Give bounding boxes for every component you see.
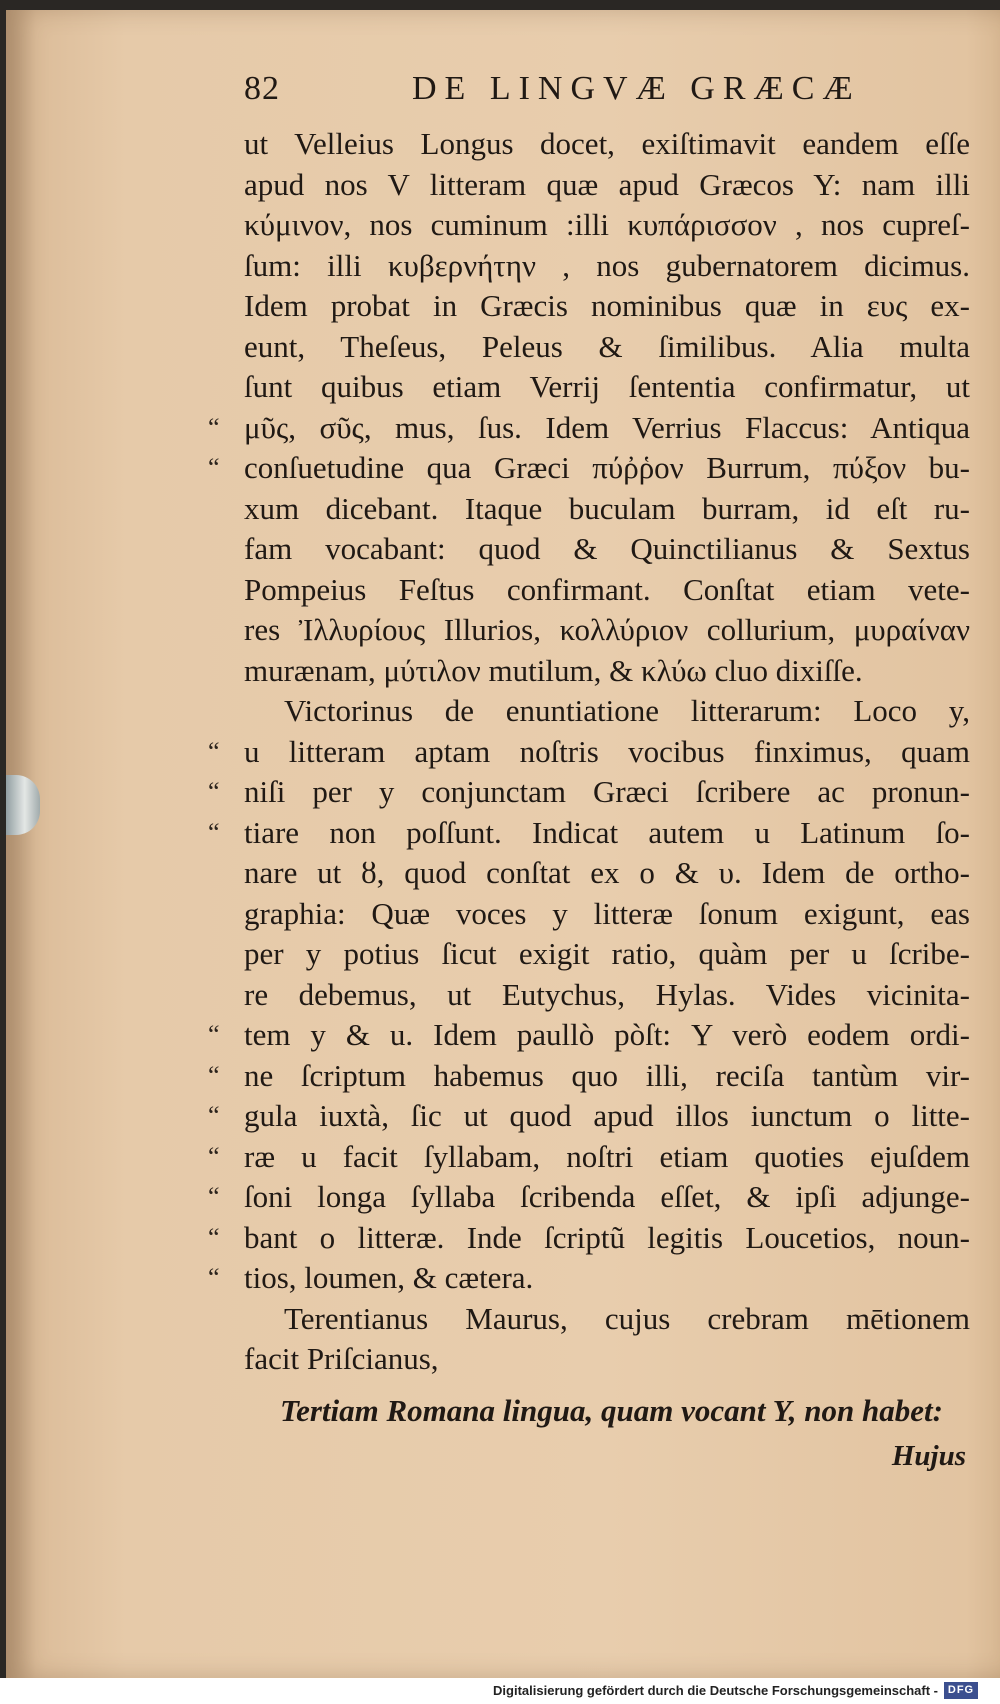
text-line: [208, 448, 984, 489]
text-line: [208, 1015, 984, 1056]
text-line: [208, 1258, 984, 1299]
text-line: [244, 529, 984, 570]
line-text: tios, loumen, & cætera.: [244, 1260, 534, 1295]
running-head-title: DE LINGVÆ GRÆCÆ: [412, 70, 861, 107]
text-line: [208, 1177, 984, 1218]
line-text: ſum: illi κυβερνήτην , nos gubernatorem dicimus.: [244, 247, 970, 283]
line-text: u litteram aptam noſtris vocibus finximus, quam: [244, 733, 970, 769]
line-text: xum dicebant. Itaque buculam burram, id eſt ru-: [244, 490, 970, 526]
line-text: Victorinus de enuntiatione litterarum: Loco y,: [284, 693, 970, 728]
text-line: [208, 772, 984, 813]
line-text: facit Priſcianus,: [244, 1341, 439, 1376]
quotation-mark: “: [208, 1020, 220, 1049]
text-lines: [208, 124, 984, 1380]
line-text: ut Velleius Longus docet, exiſtimavit eandem eſſe: [244, 126, 970, 161]
quotation-mark: “: [208, 412, 220, 442]
quotation-mark: “: [208, 1141, 220, 1171]
page-clip: [6, 775, 40, 835]
dfg-logo: DFG: [944, 1682, 978, 1699]
quotation-mark: “: [208, 1263, 220, 1292]
text-line: [208, 732, 984, 773]
line-text: niſi per y conjunctam Græci ſcribere ac pronun-: [244, 774, 970, 809]
text-line: [244, 934, 984, 975]
page-text-block: [208, 68, 984, 1478]
text-line: [244, 165, 984, 206]
text-line: [244, 610, 984, 651]
quotation-mark: “: [208, 736, 220, 766]
quotation-mark: “: [208, 1101, 220, 1130]
catchword: Hujus: [891, 1439, 966, 1472]
line-text: ſunt quibus etiam Verrij ſententia confirmatur, ut: [244, 369, 970, 404]
verse-quotation: Tertiam Romana lingua, quam vocant Y, non habet:: [280, 1392, 943, 1428]
line-text: Terentianus Maurus, cujus crebram mētionem: [284, 1300, 970, 1336]
line-text: nare ut ȣ, quod conſtat ex ο & υ. Idem de ortho-: [244, 855, 970, 890]
book-page: [6, 10, 1000, 1678]
line-text: ſoni longa ſyllaba ſcribenda eſſet, & ipſi adjunge-: [244, 1179, 970, 1214]
page-number: 82: [244, 70, 280, 107]
text-line: [244, 124, 984, 165]
line-text: res Ἰλλυρίους Illurios, κολλύριον collurium, μυραίναν: [244, 612, 970, 647]
line-text: conſuetudine qua Græci πύῤῥον Burrum, πύξον bu-: [244, 450, 970, 485]
text-line: [244, 570, 984, 611]
line-text: eunt, Theſeus, Peleus & ſimilibus. Alia multa: [244, 328, 970, 364]
text-line: [244, 286, 984, 327]
text-line: [208, 1137, 984, 1178]
text-line: [244, 246, 984, 287]
text-line: [244, 894, 984, 935]
line-text: per y potius ſicut exigit ratio, quàm per u ſcribe-: [244, 936, 970, 971]
digitization-footer: [0, 1678, 1000, 1704]
line-text: murænam, μύτιλον mutilum, & κλύω cluo dixiſſe.: [244, 652, 863, 688]
text-line: [244, 489, 984, 530]
text-line: [244, 651, 984, 692]
line-text: Idem probat in Græcis nominibus quæ in ευς ex-: [244, 288, 970, 323]
line-text: re debemus, ut Eutychus, Hylas. Vides vicinita-: [244, 976, 970, 1012]
line-text: tiare non poſſunt. Indicat autem u Latinum ſo-: [244, 814, 970, 850]
funding-credit: Digitalisierung gefördert durch die Deutsche Forschungsgemeinschaft -: [493, 1683, 938, 1698]
text-line: [244, 691, 984, 732]
text-line: [244, 1299, 984, 1340]
line-text: Pompeius Feſtus confirmant. Conſtat etiam vete-: [244, 571, 970, 607]
line-text: μῦς, σῦς, mus, ſus. Idem Verrius Flaccus: Antiqua: [244, 409, 970, 445]
text-line: [208, 1056, 984, 1097]
text-line: [244, 327, 984, 368]
line-text: ræ u facit ſyllabam, noſtri etiam quoties ejuſdem: [244, 1138, 970, 1174]
line-text: apud nos V litteram quæ apud Græcos Y: nam illi: [244, 166, 970, 202]
line-text: κύμινον, nos cuminum :illi κυπάρισσον , nos cupreſ-: [244, 207, 970, 242]
line-text: gula iuxtà, ſic ut quod apud illos iunctum ο litte-: [244, 1098, 970, 1133]
text-line: [208, 1096, 984, 1137]
text-line: [208, 408, 984, 449]
running-head: [244, 68, 984, 124]
text-line: [244, 853, 984, 894]
text-line: [244, 367, 984, 408]
quotation-mark: “: [208, 1222, 220, 1252]
line-text: ne ſcriptum habemus quo illi, reciſa tantùm vir-: [244, 1057, 970, 1093]
text-line: [244, 1339, 984, 1380]
text-line: [244, 975, 984, 1016]
line-text: fam vocabant: quod & Quinctilianus & Sextus: [244, 531, 970, 566]
quotation-mark: “: [208, 453, 220, 482]
quotation-mark: “: [208, 777, 220, 806]
text-line: [208, 1218, 984, 1259]
quotation-mark: “: [208, 1060, 220, 1090]
text-line: [244, 205, 984, 246]
quotation-mark: “: [208, 1182, 220, 1211]
quotation-mark: “: [208, 817, 220, 847]
line-text: graphia: Quæ voces y litteræ ſonum exigunt, eas: [244, 895, 970, 931]
line-text: bant ο litteræ. Inde ſcriptũ legitis Loucetios, noun-: [244, 1219, 970, 1255]
text-line: [208, 813, 984, 854]
line-text: tem y & u. Idem paullò pòſt: Υ verò eodem ordi-: [244, 1017, 970, 1052]
